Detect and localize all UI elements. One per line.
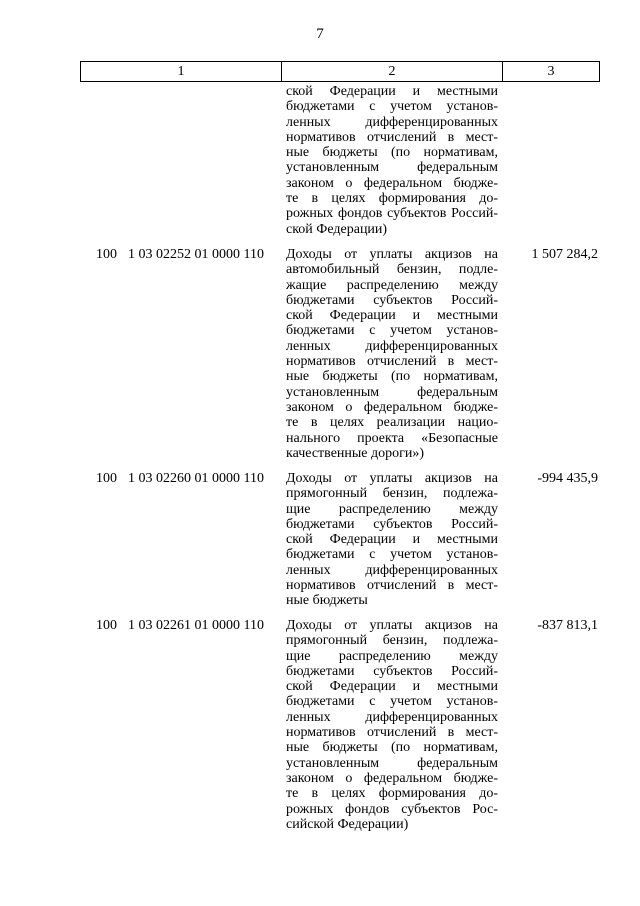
desc-line: рожных фондов субъектов Россий-: [286, 206, 498, 222]
desc-line: Доходы от уплаты акцизов на: [286, 247, 498, 262]
desc-line: качественные дороги»): [286, 445, 425, 461]
desc-line: ской Федерации и местными: [286, 308, 498, 324]
desc-line: те в целях реализации нацио-: [286, 415, 498, 431]
row-description: [286, 84, 498, 237]
row-amount: -994 435,9: [537, 471, 598, 486]
desc-line: бюджетами субъектов Россий-: [286, 292, 498, 308]
header-col-3: 3: [547, 63, 555, 79]
desc-line: жащие распределению между: [286, 277, 498, 293]
desc-line: ные бюджеты (по нормативам,: [286, 740, 498, 756]
desc-line: нального проекта «Безопасные: [286, 430, 498, 446]
desc-line: ской Федерации и местными: [286, 679, 498, 695]
budget-classification-code: 1 03 02252 01 0000 110: [128, 247, 264, 262]
desc-line: установленным федеральным: [286, 160, 498, 176]
admin-code: 100: [96, 471, 117, 486]
admin-code: 100: [96, 618, 117, 633]
desc-line: бюджетами субъектов Россий-: [286, 663, 498, 679]
desc-line: нормативов отчислений в мест-: [286, 129, 498, 145]
desc-line: ные бюджеты (по нормативам,: [286, 369, 498, 385]
desc-line: законом о федеральном бюдже-: [286, 175, 498, 191]
desc-line: ные бюджеты: [286, 593, 368, 609]
desc-line: ской Федерации): [286, 221, 388, 237]
desc-line: установленным федеральным: [286, 384, 498, 400]
desc-line: бюджетами с учетом установ-: [286, 694, 498, 710]
desc-line: те в целях формирования до-: [286, 786, 498, 802]
budget-classification-code: 1 03 02261 01 0000 110: [128, 618, 264, 633]
page-number: 7: [316, 26, 324, 42]
desc-line: рожных фондов субъектов Рос-: [286, 801, 498, 817]
desc-line: те в целях формирования до-: [286, 191, 498, 207]
row-amount: 1 507 284,2: [531, 247, 598, 262]
admin-code: 100: [96, 247, 117, 262]
row-description: [286, 471, 498, 609]
desc-line: щие распределению между: [286, 501, 498, 517]
desc-line: Доходы от уплаты акцизов на: [286, 618, 498, 633]
desc-line: нормативов отчислений в мест-: [286, 354, 498, 370]
desc-line: бюджетами с учетом установ-: [286, 99, 498, 115]
desc-line: нормативов отчислений в мест-: [286, 725, 498, 741]
desc-line: бюджетами с учетом установ-: [286, 323, 498, 339]
desc-line: ленных дифференцированных: [286, 114, 498, 130]
desc-line: законом о федеральном бюдже-: [286, 399, 498, 415]
desc-line: законом о федеральном бюдже-: [286, 770, 498, 786]
table-header: [80, 61, 600, 82]
desc-line: сийской Федерации): [286, 816, 409, 832]
header-col-2: 2: [282, 62, 503, 81]
desc-line: бюджетами субъектов Россий-: [286, 516, 498, 532]
desc-line: ленных дифференцированных: [286, 709, 498, 725]
desc-line: Доходы от уплаты акцизов на: [286, 471, 498, 486]
row-description: [286, 247, 498, 461]
desc-line: ленных дифференцированных: [286, 562, 498, 578]
budget-classification-code: 1 03 02260 01 0000 110: [128, 471, 264, 486]
header-col-1: 1: [81, 62, 282, 81]
desc-line: прямогонный бензин, подлежа-: [286, 633, 498, 649]
desc-line: ской Федерации и местными: [286, 84, 498, 99]
desc-line: автомобильный бензин, подле-: [286, 262, 498, 278]
desc-line: бюджетами с учетом установ-: [286, 547, 498, 563]
desc-line: нормативов отчислений в мест-: [286, 578, 498, 594]
row-description: [286, 618, 498, 832]
desc-line: ные бюджеты (по нормативам,: [286, 145, 498, 161]
desc-line: установленным федеральным: [286, 755, 498, 771]
desc-line: ской Федерации и местными: [286, 532, 498, 548]
desc-line: щие распределению между: [286, 648, 498, 664]
row-amount: -837 813,1: [537, 618, 598, 633]
desc-line: ленных дифференцированных: [286, 338, 498, 354]
desc-line: прямогонный бензин, подлежа-: [286, 486, 498, 502]
